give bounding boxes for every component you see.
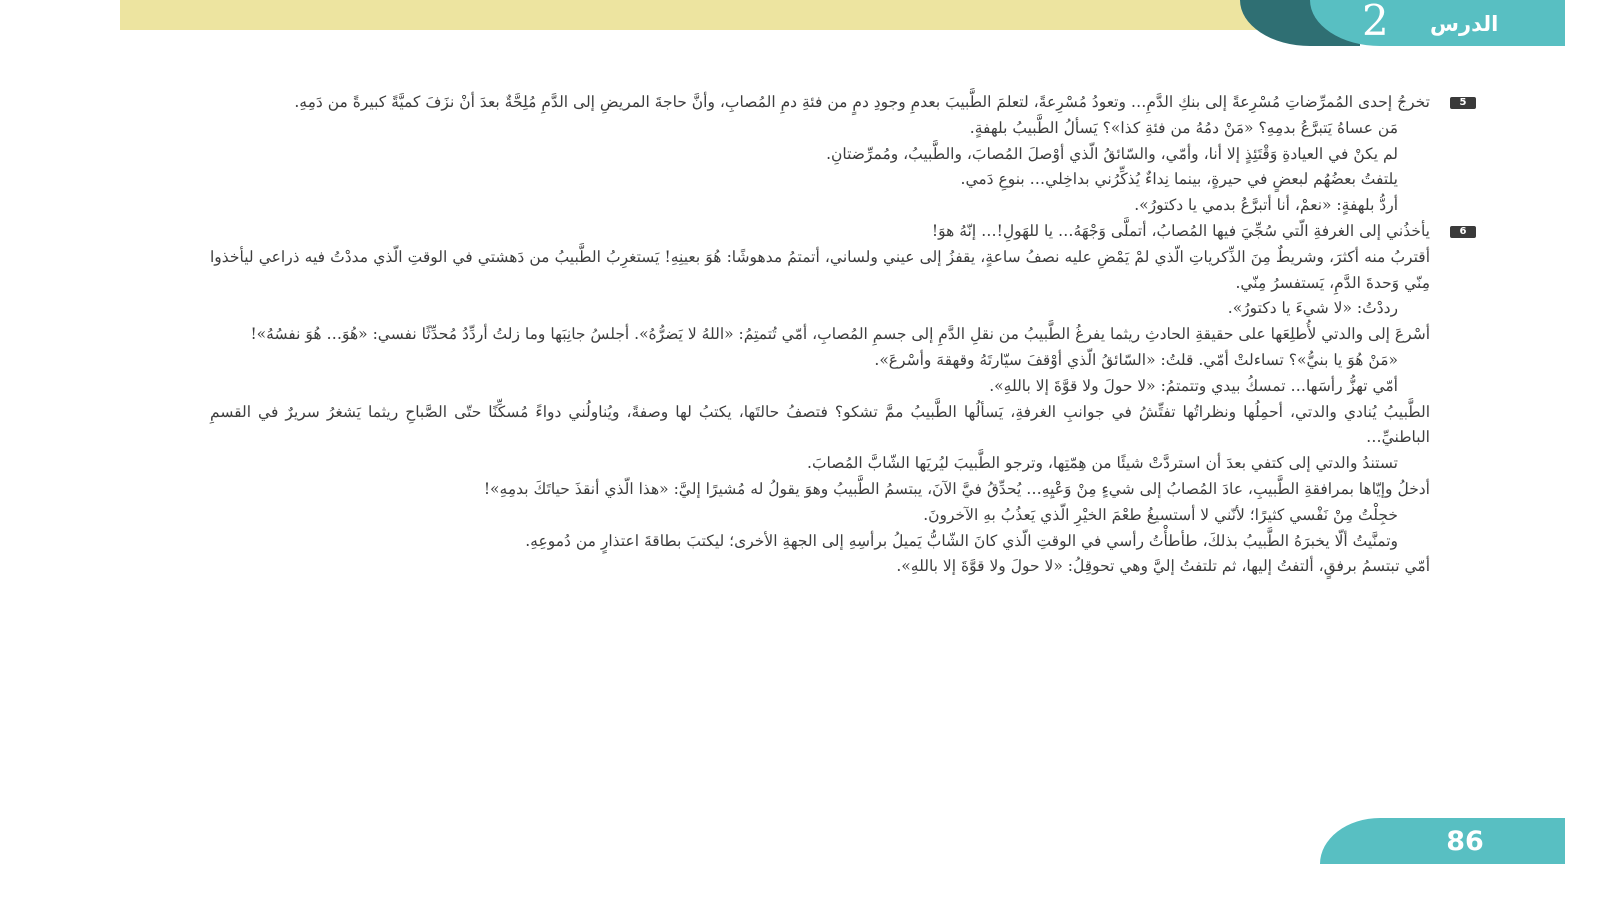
paragraph: خجِلْتُ مِنْ نَفْسي كثيرًا؛ لأنّني لا أستسيغُ طعْمَ الخيْرِ الّذي يَعذُبُ بهِ الآخرونَ. xyxy=(923,505,1398,524)
lesson-text xyxy=(210,90,1467,580)
paragraph: «مَنْ هُوَ يا بنيُّ»؟ تساءلتْ أمّي. قلتُ: «السّائقُ الّذي أوْقفَ سيّارتَهُ وقهقهَ وأسْرعَ». xyxy=(874,350,1398,369)
section-6 xyxy=(210,219,1467,580)
section-number-badge: 5 xyxy=(1450,97,1476,109)
paragraph: أقتربُ منه أكثرَ، وشريطٌ مِنَ الذِّكرياتِ الّذي لمْ يَمْضِ عليه نصفُ ساعةٍ، يقفزُ إلى عيني ولساني، أتمتمُ مدهوشًا: هُوَ بعينِهِ! يَستغرِبُ الطَّبيبُ من دَهشتي في الوقتِ الّذي مددْتُ فيه ذراعي ليأخذوا مِنّي وَحدةَ الدَّمِ، يَستفسرُ مِنّي. xyxy=(210,247,1430,292)
header-band xyxy=(120,0,1370,30)
lesson-label: الدرس xyxy=(1430,12,1499,36)
paragraph: تخرجُ إحدى المُمرِّضاتِ مُسْرِعةً إلى بنكِ الدَّمِ… وتعودُ مُسْرِعةً، لتعلمَ الطَّبيبَ بعدمِ وجودِ دمٍ من فئةِ دمِ المُصابِ، وأنَّ حاجةَ المريضِ إلى الدَّمِ مُلِحَّةٌ بعدَ أنْ نزَفَ كميَّةً كبيرةً من دَمِهِ. xyxy=(294,93,1430,111)
lesson-number: 2 xyxy=(1362,0,1389,45)
paragraph: أمّي تبتسمُ برفقٍ، ألتفتُ إليها، ثم تلتفتُ إليَّ وهي تحوقِلُ: «لا حولَ ولا قوَّةَ إلا باللهِ». xyxy=(896,557,1430,576)
paragraph: أسْرعَ إلى والدتي لأُطلِعَها على حقيقةِ الحادثِ ريثما يفرغُ الطَّبيبُ من نقلِ الدَّمِ إلى جسمِ المُصابِ، أمّي تُتمتِمُ: «اللهُ لا يَضرُّهُ». أجلسُ جانِبَها وما زلتُ أردِّدُ مُحدِّثًا نفسي: «هُوَ… هُوَ نفسُهُ»! xyxy=(250,325,1430,344)
paragraph: أردُّ بلهفةٍ: «نعمْ، أنا أتبرَّعُ بدمي يا دكتورُ». xyxy=(1134,196,1398,215)
paragraph: أمّي تهزُّ رأسَها… تمسكُ بيدي وتتمتمُ: «لا حولَ ولا قوَّةَ إلا باللهِ». xyxy=(989,376,1398,395)
paragraph: رددْتُ: «لا شيءَ يا دكتورُ». xyxy=(1227,299,1398,318)
paragraph: يأخذُني إلى الغرفةِ الّتي سُجِّيَ فيها المُصابُ، أتملَّى وَجْهَهُ… يا للهَولِ!… إنّهُ هوَ! xyxy=(931,221,1430,240)
paragraph: وتمنَّيتُ ألّا يخبرَهُ الطَّبيبُ بذلكَ، طأطأْتُ رأسي في الوقتِ الّذي كانَ الشّابُّ يَميلُ برأسِهِ إلى الجهةِ الأخرى؛ ليكتبَ بطاقةَ اعتذارٍ من دُموعِهِ. xyxy=(525,531,1398,550)
paragraph: مَن عساهُ يَتبرَّعُ بدمِهِ؟ «مَنْ دمُهُ من فئةِ كذا»؟ يَسألُ الطَّبيبُ بلهفةٍ. xyxy=(969,118,1398,137)
page-number: 86 xyxy=(1446,826,1484,857)
section-5 xyxy=(210,90,1467,219)
paragraph: يلتفتُ بعضُهُم لبعضٍ في حيرةٍ، بينما نِداءٌ يُذكِّرُني بداخِلي… بنوعِ دَمي. xyxy=(960,170,1398,189)
section-number-badge: 6 xyxy=(1450,226,1476,238)
paragraph: أدخلُ وإيّاها بمرافقةِ الطَّبيبِ، عادَ المُصابُ إلى شيءٍ مِنْ وَعْيِهِ… يُحدِّقُ فيَّ الآنَ، يبتسمُ الطَّبيبُ وهوَ يقولُ له مُشيرًا إليَّ: «هذا الّذي أنقذَ حياتَكَ بدمِهِ»! xyxy=(483,479,1430,498)
paragraph: لم يكنْ في العيادةِ وَقْتَئِذٍ إلا أنا، وأمّي، والسّائقُ الّذي أوْصلَ المُصابَ، والطَّبيبُ، ومُمرِّضتانِ. xyxy=(826,144,1398,163)
paragraph: تستندُ والدتي إلى كتفي بعدَ أن استردَّتْ شيئًا من هِمّتِها، وترجو الطَّبيبَ ليُريَها الشّابَّ المُصابَ. xyxy=(807,454,1398,473)
paragraph: الطَّبيبُ يُنادي والدتي، أحمِلُها ونظراتُها تفتِّشُ في جوانبِ الغرفةِ، يَسألُها الطَّبيبُ ممَّ تشكو؟ فتصفُ حالتَها، يكتبُ لها وصفةً، ويُناولُني دواءً مُسكِّنًا حتّى الصَّباحِ ريثما يَشغرُ سريرٌ في القسمِ الباطنيِّ… xyxy=(210,402,1430,447)
